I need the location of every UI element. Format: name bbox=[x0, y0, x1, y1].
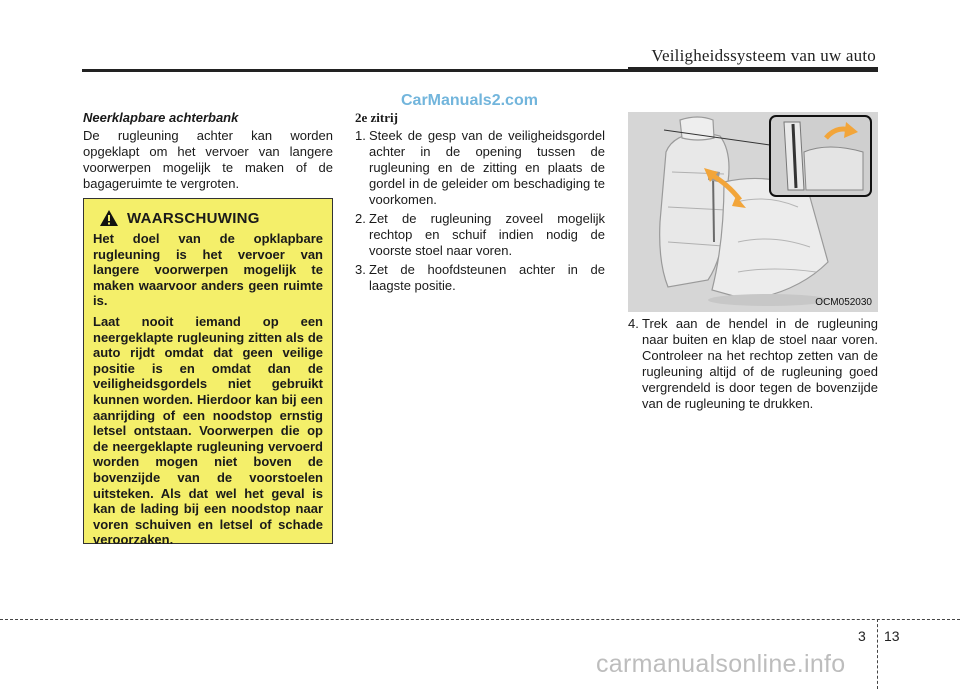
warning-title: WAARSCHUWING bbox=[127, 209, 260, 227]
section-heading-folding-seat: Neerklapbare achterbank bbox=[83, 110, 239, 125]
warning-triangle-icon bbox=[99, 209, 119, 227]
seat-illustration bbox=[628, 112, 878, 312]
chapter-number: 3 bbox=[858, 628, 866, 644]
step-number: 3. bbox=[355, 262, 366, 277]
steps-list bbox=[628, 316, 878, 412]
step-text: Steek de gesp van de veiligheidsgordel achter in de opening tussen de rugleuning en de zitting en plaats de gordel in de geleider om beschadiging te voorkomen. bbox=[369, 128, 605, 207]
page-number: 13 bbox=[884, 628, 900, 644]
watermark-top: CarManuals2.com bbox=[401, 92, 538, 109]
step-text: Trek aan de hendel in de rugleuning naar buiten en klap de stoel naar voren. Controleer na het rechtop zetten van de rugleuning altijd of de rugleuning goed vergrendeld is door tegen de bovenzijde van de rugleuning te drukken. bbox=[642, 316, 878, 411]
section-heading-second-row: 2e zitrij bbox=[355, 110, 398, 125]
steps-list bbox=[355, 128, 605, 294]
step-text: Zet de hoofdsteunen achter in de laagste positie. bbox=[369, 262, 605, 293]
list-item bbox=[355, 128, 605, 208]
step-number: 2. bbox=[355, 211, 366, 226]
warning-paragraph: Laat nooit iemand op een neergeklapte rugleuning zitten als de auto rijdt omdat dat geen veilige positie is en omdat dan de veiligheidsgordels niet gebruikt kunnen worden. Hierdoor kan bij een aanrijding of een noodstop ernstig letsel ontstaan. Voorwerpen die op de neergeklapte rugleuning vervoerd worden mogen niet boven de bovenzijde van de voorstoelen uitsteken. Als dat wel het geval is kan de lading bij een noodstop naar voren schuiven en letsel of schade veroorzaken. bbox=[93, 313, 323, 548]
seat-drawing bbox=[628, 112, 878, 312]
step-text: Zet de rugleuning zoveel mogelijk rechtop en schuif indien nodig de voorste stoel naar voren. bbox=[369, 211, 605, 258]
figure-code: OCM052030 bbox=[815, 297, 872, 308]
list-item bbox=[628, 316, 878, 412]
left-column bbox=[83, 110, 333, 192]
footer-rule bbox=[0, 619, 960, 620]
step-number: 1. bbox=[355, 128, 366, 143]
list-item bbox=[355, 211, 605, 259]
page-header-title: Veiligheidssysteem van uw auto bbox=[651, 46, 876, 65]
intro-paragraph: De rugleuning achter kan worden opgeklapt om het vervoer van langere voorwerpen mogelijk te maken of de bagageruimte te vergroten. bbox=[83, 128, 333, 191]
step-number: 4. bbox=[628, 316, 639, 331]
warning-paragraph: Het doel van de opklapbare rugleuning is het vervoer van langere voorwerpen mogelijk te maken waarvoor anders geen ruimte is. bbox=[93, 231, 323, 309]
header-rule-accent bbox=[628, 67, 878, 72]
right-column bbox=[628, 316, 878, 415]
warning-box bbox=[83, 198, 333, 548]
middle-column bbox=[355, 110, 605, 297]
list-item bbox=[355, 262, 605, 294]
page-number-separator bbox=[877, 619, 878, 689]
warning-header bbox=[99, 209, 323, 227]
watermark-bottom: carmanualsonline.info bbox=[596, 650, 846, 678]
